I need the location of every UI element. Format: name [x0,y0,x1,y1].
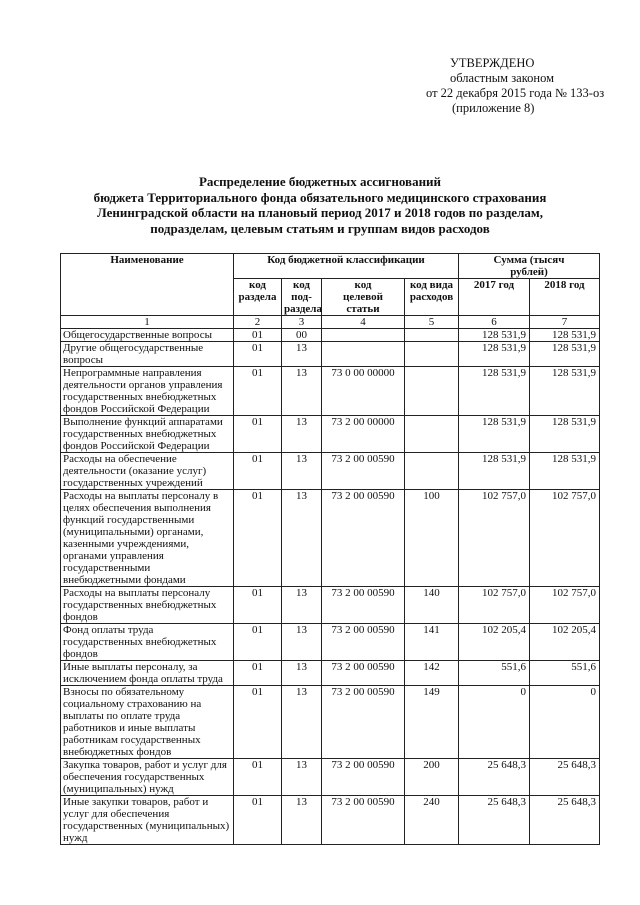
budget-table [60,253,600,845]
title-line-4: подразделам, целевым статьям и группам видов расходов [150,220,490,236]
cell-subsection: 13 [282,342,322,367]
table-row [61,796,600,845]
table-row [61,342,600,367]
cell-subsection: 13 [282,453,322,490]
table-row [61,759,600,796]
cell-type [405,329,459,342]
col-number: 7 [530,316,600,329]
title-line-1: Распределение бюджетных ассигнований [198,174,442,189]
approval-line-2: областным законом [450,71,555,85]
cell-2017: 102 757,0 [459,490,530,587]
cell-section: 01 [234,367,282,416]
cell-type: 140 [405,587,459,624]
cell-type: 240 [405,796,459,845]
header-type: код вида расходов [405,279,459,316]
table-row [61,624,600,661]
cell-type [405,453,459,490]
title-line-2: бюджета Территориального фонда обязательного медицинского страхования [93,189,547,205]
cell-name: Расходы на выплаты персоналу в целях обеспечения выполнения функций государственными (муниципальными) органами, казенными учреждениями, органами управления государственными внебюджетными фондами [61,490,234,587]
cell-section: 01 [234,686,282,759]
header-code-group: Код бюджетной классификации [234,254,459,279]
cell-target: 73 2 00 00590 [322,624,405,661]
cell-2018: 102 757,0 [530,587,600,624]
cell-2017: 551,6 [459,661,530,686]
col-number: 6 [459,316,530,329]
cell-subsection: 13 [282,661,322,686]
table-row [61,661,600,686]
cell-type: 200 [405,759,459,796]
cell-2017: 128 531,9 [459,416,530,453]
table-row [61,686,600,759]
cell-2018: 102 757,0 [530,490,600,587]
cell-2017: 128 531,9 [459,342,530,367]
cell-subsection: 13 [282,367,322,416]
cell-target: 73 2 00 00590 [322,759,405,796]
cell-type: 149 [405,686,459,759]
cell-subsection: 13 [282,796,322,845]
cell-2018: 0 [530,686,600,759]
cell-section: 01 [234,453,282,490]
col-number: 2 [234,316,282,329]
cell-type [405,416,459,453]
table-row [61,587,600,624]
cell-type: 141 [405,624,459,661]
cell-target: 73 2 00 00590 [322,453,405,490]
cell-name: Иные закупки товаров, работ и услуг для обеспечения государственных (муниципальных) нужд [61,796,234,845]
table-row [61,329,600,342]
col-number: 5 [405,316,459,329]
cell-target: 73 2 00 00590 [322,587,405,624]
cell-section: 01 [234,661,282,686]
cell-name: Расходы на обеспечение деятельности (оказание услуг) государственных учреждений [61,453,234,490]
cell-2017: 102 205,4 [459,624,530,661]
cell-subsection: 13 [282,416,322,453]
cell-type [405,342,459,367]
cell-2018: 128 531,9 [530,329,600,342]
cell-2017: 128 531,9 [459,367,530,416]
cell-name: Расходы на выплаты персоналу государственных внебюджетных фондов [61,587,234,624]
cell-name: Выполнение функций аппаратами государственных внебюджетных фондов Российской Федерации [61,416,234,453]
cell-target: 73 2 00 00590 [322,490,405,587]
cell-section: 01 [234,416,282,453]
approval-line-4: (приложение 8) [452,101,535,115]
approval-line-3: от 22 декабря 2015 года № 133-оз [426,86,605,100]
cell-target: 73 0 00 00000 [322,367,405,416]
col-number: 3 [282,316,322,329]
cell-2018: 128 531,9 [530,416,600,453]
cell-2017: 25 648,3 [459,759,530,796]
cell-name: Другие общегосударственные вопросы [61,342,234,367]
cell-subsection: 13 [282,686,322,759]
table-row [61,367,600,416]
cell-2018: 128 531,9 [530,367,600,416]
header-target: код целевой статьи [322,279,405,316]
cell-2017: 102 757,0 [459,587,530,624]
cell-2018: 25 648,3 [530,759,600,796]
cell-target: 73 2 00 00000 [322,416,405,453]
cell-section: 01 [234,490,282,587]
cell-subsection: 13 [282,624,322,661]
cell-target [322,342,405,367]
header-subsection: код под- раздела [282,279,322,316]
column-numbers-row [61,316,600,329]
cell-section: 01 [234,759,282,796]
header-sum-group: Сумма (тысяч рублей) [459,254,600,279]
cell-subsection: 13 [282,490,322,587]
cell-name: Закупка товаров, работ и услуг для обеспечения государственных (муниципальных) нужд [61,759,234,796]
cell-2018: 551,6 [530,661,600,686]
cell-section: 01 [234,329,282,342]
cell-section: 01 [234,342,282,367]
table-row [61,453,600,490]
cell-subsection: 00 [282,329,322,342]
cell-target [322,329,405,342]
cell-2018: 102 205,4 [530,624,600,661]
cell-2018: 128 531,9 [530,453,600,490]
cell-name: Взносы по обязательному социальному страхованию на выплаты по оплате труда работников и иные выплаты работникам государственных внебюджетных фондов [61,686,234,759]
cell-target: 73 2 00 00590 [322,686,405,759]
cell-type: 142 [405,661,459,686]
cell-2017: 128 531,9 [459,329,530,342]
cell-type: 100 [405,490,459,587]
document-title [60,174,580,236]
cell-2017: 0 [459,686,530,759]
header-section: код раздела [234,279,282,316]
table-row [61,416,600,453]
header-name: Наименование [61,254,234,316]
cell-2017: 25 648,3 [459,796,530,845]
cell-type [405,367,459,416]
cell-name: Непрограммные направления деятельности органов управления государственных внебюджетных фондов Российской Федерации [61,367,234,416]
cell-2018: 128 531,9 [530,342,600,367]
cell-section: 01 [234,796,282,845]
cell-name: Иные выплаты персоналу, за исключением фонда оплаты труда [61,661,234,686]
approval-stamp [426,56,604,116]
cell-target: 73 2 00 00590 [322,796,405,845]
cell-section: 01 [234,624,282,661]
col-number: 4 [322,316,405,329]
cell-target: 73 2 00 00590 [322,661,405,686]
approval-line-1: УТВЕРЖДЕНО [450,56,535,70]
cell-section: 01 [234,587,282,624]
cell-2018: 25 648,3 [530,796,600,845]
cell-name: Фонд оплаты труда государственных внебюджетных фондов [61,624,234,661]
title-line-3: Ленинградской области на плановый период 2017 и 2018 годов по разделам, [97,205,543,220]
table-row [61,490,600,587]
header-2018: 2018 год [530,279,600,316]
header-row-1 [61,254,600,279]
cell-2017: 128 531,9 [459,453,530,490]
cell-name: Общегосударственные вопросы [61,329,234,342]
cell-subsection: 13 [282,759,322,796]
header-2017: 2017 год [459,279,530,316]
col-number: 1 [61,316,234,329]
cell-subsection: 13 [282,587,322,624]
